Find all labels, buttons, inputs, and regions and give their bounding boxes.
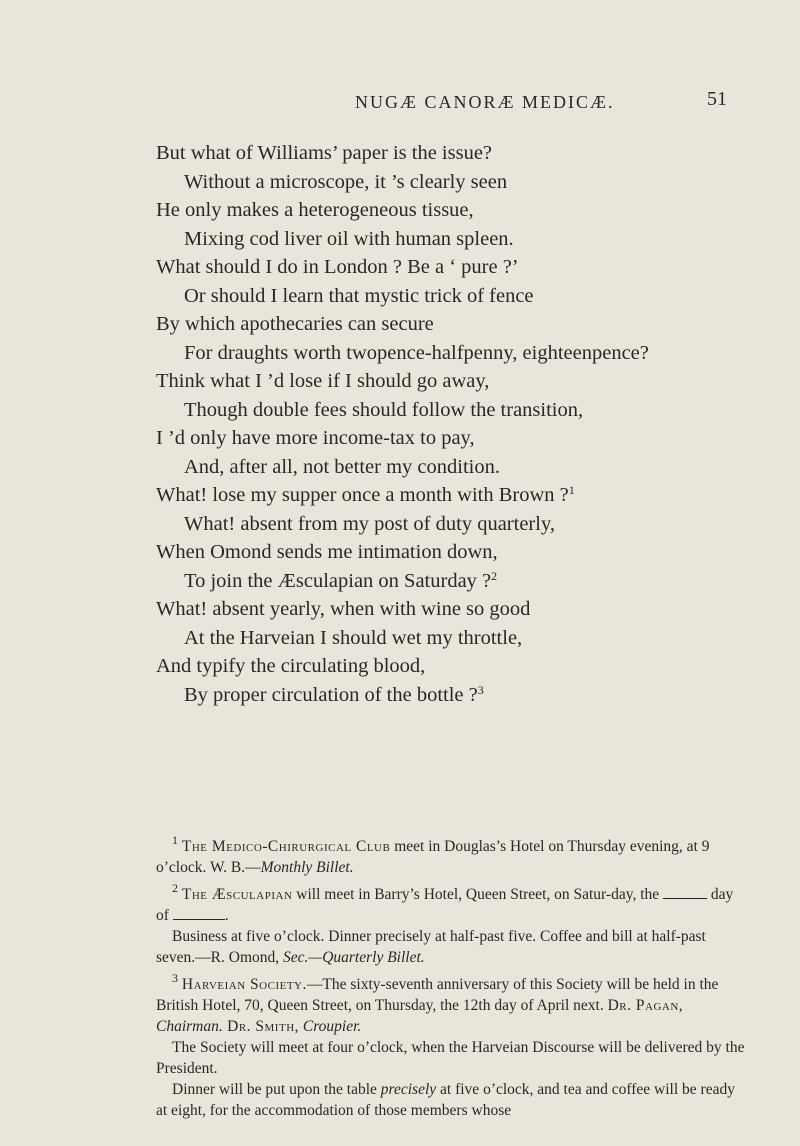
footnote-lead: The Æsculapian <box>181 886 293 903</box>
poem-line <box>156 652 756 681</box>
footnote-text: at five o’clock, and tea and coffee will be ready at eight, for the accommodation of those members whose <box>156 1081 735 1119</box>
poem-line <box>156 282 756 311</box>
poem-line-text: Without a microscope, it ’s clearly seen <box>184 170 508 193</box>
poem-line-text: What! absent from my post of duty quarterly, <box>184 512 555 535</box>
page-number: 51 <box>707 88 727 110</box>
poem-line <box>156 225 756 254</box>
poem-line-text: By which apothecaries can secure <box>156 313 434 335</box>
blank-line <box>173 909 225 920</box>
footnote-2 <box>156 881 746 968</box>
footnote-text: day of <box>156 886 734 924</box>
poem-line-text: What! absent yearly, when with wine so good <box>156 598 531 620</box>
footnote-3 <box>156 971 746 1121</box>
poem-line <box>156 510 756 539</box>
footnote-ref: 3 <box>477 682 484 697</box>
poem-body <box>156 139 756 709</box>
poem-line <box>156 367 756 396</box>
running-head: NUGÆ CANORÆ MEDICÆ. <box>355 92 615 112</box>
footnote-role: Croupier. <box>299 1018 362 1035</box>
footnote-1 <box>156 833 746 878</box>
footnotes <box>156 833 746 1127</box>
poem-line <box>156 567 756 596</box>
footnote-source: Monthly Billet. <box>260 859 354 876</box>
footnote-mark: 1 <box>172 833 178 847</box>
poem-line-text: And, after all, not better my condition. <box>184 455 500 478</box>
footnote-text: . <box>224 907 229 924</box>
poem-line <box>156 481 756 510</box>
footnote-text: Dinner will be put upon the table <box>172 1081 381 1098</box>
page-header <box>0 88 800 122</box>
poem-line <box>156 624 756 653</box>
blank-line <box>663 888 707 899</box>
footnote-sec: Sec. <box>283 949 309 966</box>
poem-line-text: What! lose my supper once a month with Brown ? <box>156 484 569 506</box>
footnote-mark: 2 <box>172 881 178 895</box>
poem-line-text: By proper circulation of the bottle ? <box>184 683 478 706</box>
poem-line <box>156 681 756 710</box>
poem-line-text: Though double fees should follow the transition, <box>184 398 584 421</box>
poem-line <box>156 595 756 624</box>
footnote-name: Dr. Pagan, <box>607 997 684 1014</box>
poem-line <box>156 339 756 368</box>
poem-line-text: To join the Æsculapian on Saturday ? <box>184 569 492 592</box>
footnote-text: Business at five o’clock. Dinner precisely at half-past five. Coffee and bill at half-past seven.—R. Omond, <box>156 928 706 966</box>
poem-line-text: What should I do in London ? Be a ‘ pure ?’ <box>156 256 519 278</box>
footnote-source: —Quarterly Billet. <box>308 949 425 966</box>
footnote-paragraph: The Society will meet at four o’clock, when the Harveian Discourse will be delivered by the President. <box>156 1039 745 1077</box>
poem-line-text: Mixing cod liver oil with human spleen. <box>184 227 514 250</box>
poem-line-text: And typify the circulating blood, <box>156 655 426 677</box>
poem-line-text: At the Harveian I should wet my throttle, <box>184 626 523 649</box>
poem-line-text: Or should I learn that mystic trick of fence <box>184 284 534 307</box>
footnote-lead: The Medico-Chirurgical Club <box>181 838 391 855</box>
poem-line <box>156 424 756 453</box>
footnote-mark: 3 <box>172 971 178 985</box>
poem-line <box>156 196 756 225</box>
poem-line <box>156 453 756 482</box>
footnote-role: Chairman. <box>156 1018 223 1035</box>
poem-line <box>156 396 756 425</box>
poem-line-text: Think what I ’d lose if I should go away, <box>156 370 490 392</box>
poem-line <box>156 253 756 282</box>
poem-line <box>156 310 756 339</box>
poem-line <box>156 139 756 168</box>
poem-line-text: But what of Williams’ paper is the issue? <box>156 142 493 164</box>
footnote-text: will meet in Barry’s Hotel, Queen Street, on Satur-day, the <box>292 886 660 903</box>
poem-line-text: He only makes a heterogeneous tissue, <box>156 199 474 221</box>
poem-line-text: I ’d only have more income-tax to pay, <box>156 427 475 449</box>
footnote-lead: Harveian Society. <box>181 976 307 993</box>
footnote-ref: 2 <box>491 568 498 583</box>
footnote-text: —The sixty-seventh anniversary of this Society will be held in the British Hotel, 70, Queen Street, on Thursday, the 12th day of April next. <box>156 976 719 1014</box>
footnote-emphasis: precisely <box>380 1081 437 1098</box>
footnote-name: Dr. Smith, <box>222 1018 300 1035</box>
poem-line <box>156 538 756 567</box>
poem-line-text: For draughts worth twopence-halfpenny, eighteenpence? <box>184 341 649 364</box>
poem-line <box>156 168 756 197</box>
footnote-text: meet in Douglas’s Hotel on Thursday evening, at 9 o’clock. W. B.— <box>156 838 710 876</box>
footnote-ref: 1 <box>568 483 575 497</box>
poem-line-text: When Omond sends me intimation down, <box>156 541 498 563</box>
